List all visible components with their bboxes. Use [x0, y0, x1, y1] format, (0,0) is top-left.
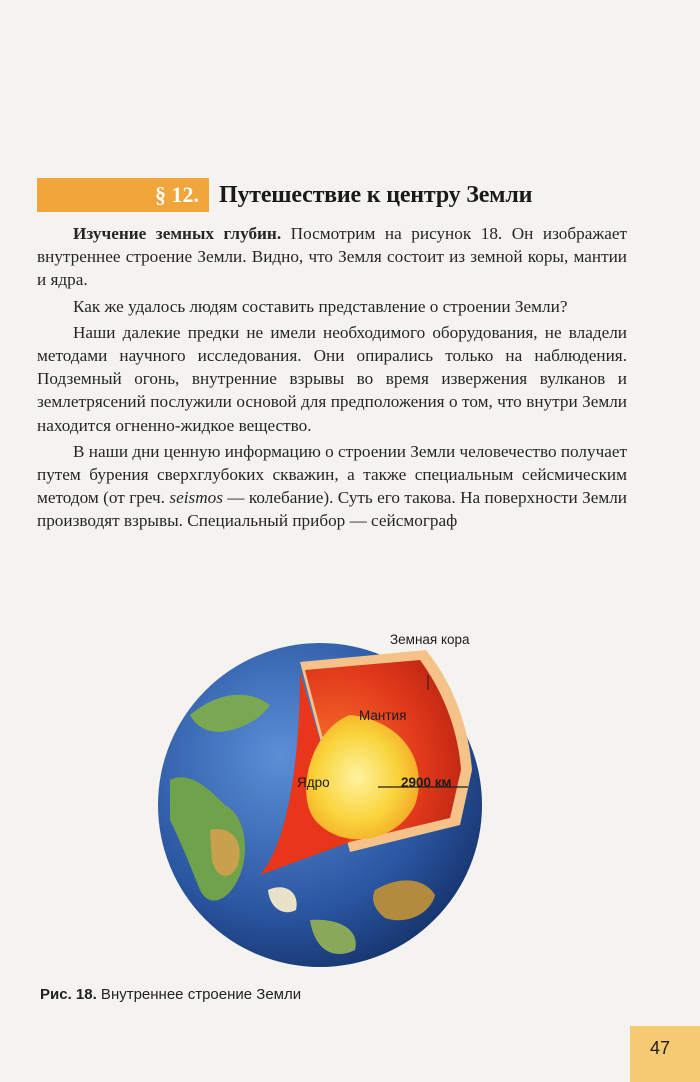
page-number: 47 — [649, 1038, 670, 1058]
section-heading — [37, 178, 532, 212]
paragraph-3: Наши далекие предки не имели необходимого оборудования, не владели методами научного исследования. Они опирались только на наблюдения. Подземный огонь, внутренние взрывы во время извержения вулканов и землетрясений послужили основой для предположения о том, что внутри Земли находится огненно-жидкое вещество. — [37, 322, 627, 435]
figure-caption — [40, 986, 301, 1003]
caption-ref: Рис. 18. — [40, 986, 97, 1003]
greek-term: seismos — [169, 488, 223, 508]
section-number-badge: § 12. — [37, 178, 209, 212]
body-text — [37, 222, 627, 536]
paragraph-4-text-a: В наши дни ценную информацию о строении Земли человечество получает путем бурения сверхглубоких скважин, а также специальным сейсмическим методом (от греч. — [37, 441, 627, 508]
caption-text: Внутреннее строение Земли — [96, 986, 302, 1003]
label-mantle: Мантия — [359, 708, 407, 723]
paragraph-4 — [37, 440, 627, 533]
paragraph-4-text-b: — колебание). Суть его такова. На поверхности Земли производят взрывы. Специальный прибор — сейсмограф — [37, 488, 627, 531]
paragraph-1 — [37, 222, 627, 292]
paragraph-2: Как же удалось людям составить представление о строении Земли? — [73, 296, 568, 316]
earth-structure-figure — [150, 620, 520, 970]
label-crust: Земная кора — [390, 632, 470, 647]
paragraph-1-text: Посмотрим на рисунок 18. Он изображает внутреннее строение Земли. Видно, что Земля состоит из земной коры, мантии и ядра. — [37, 224, 628, 290]
section-title: Путешествие к центру Земли — [219, 181, 533, 208]
label-depth: 2900 км — [401, 775, 452, 790]
earth-cutaway-illustration — [150, 620, 520, 970]
paragraph-lead: Изучение земных глубин. — [73, 224, 282, 243]
label-core: Ядро — [297, 775, 330, 790]
